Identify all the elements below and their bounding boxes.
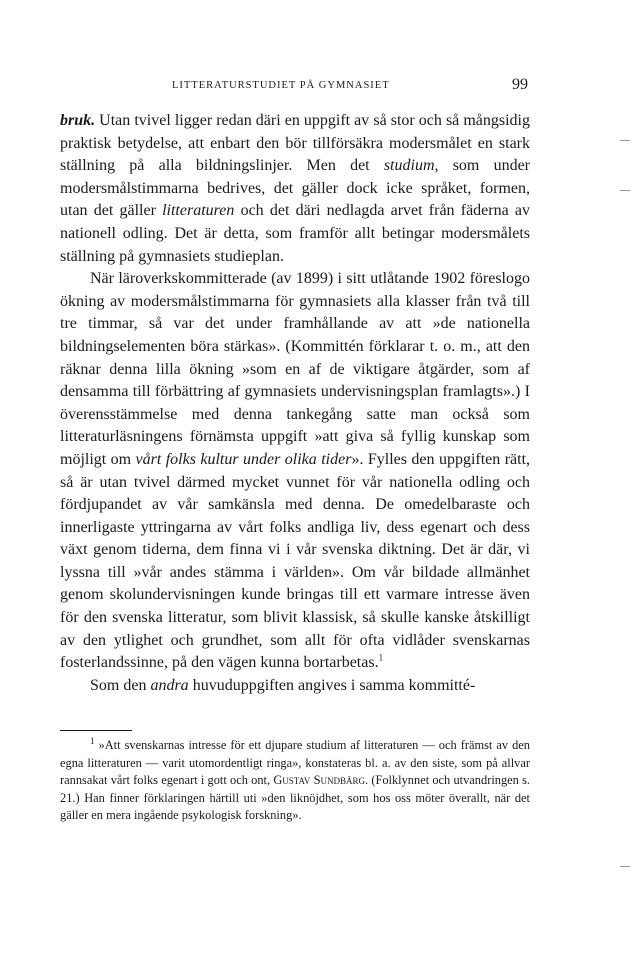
footnote-reference[interactable]: 1 bbox=[378, 652, 384, 663]
page-edge-mark bbox=[620, 866, 630, 867]
page-number: 99 bbox=[512, 76, 528, 93]
text-run: ». Fylles den uppgiften rätt, så är utan tvivel därmed mycket vunnet för vår nationella odling och fördjupandet av vår samkänsla med denna. De omedelbaraste och innerligaste yttringarna av vårt folks andliga liv, dess egenart och dess växt genom tiderna, dem finna vi i vår svenska diktning. Det är där, vi lyssna till »vår andes stämma i världen». Om vår bildade allmänhet genom skolundervisningen kunde bringas till ett varmare intresse även för den svenska litteratur, som blivit klassisk, så skulle kanske åtskilligt av den ytlighet och grundhet, som allt för ofta vidlåder svenskarnas fosterlandssinne, på den vägen kunna bortarbetas. bbox=[60, 450, 531, 672]
paragraph-1 bbox=[60, 110, 530, 268]
text-run: huvuduppgiften angives i samma kommitté- bbox=[188, 676, 476, 694]
footnote bbox=[60, 737, 530, 825]
page-edge-mark bbox=[620, 190, 630, 191]
text-run: Utan tvivel ligger redan däri en uppgift av så stor och så mångsidig praktisk betydelse, att enbart den bör tillförsäkra modersmålet en stark ställning på alla bildningslinjer. Men det bbox=[60, 112, 530, 175]
footnote-text bbox=[60, 737, 530, 825]
paragraph-2 bbox=[60, 268, 530, 675]
italic-phrase: vårt folks kultur under olika tider bbox=[135, 450, 352, 468]
footnote-rule bbox=[60, 730, 132, 731]
footnote-marker: 1 bbox=[90, 735, 95, 746]
text-run: , som under modersmålstimmarna bedrives, det gäller dock icke språket, formen, utan det gäller bbox=[60, 157, 530, 220]
italic-word: studium bbox=[383, 157, 435, 175]
page-edge-mark bbox=[620, 140, 630, 141]
text-run: . (Folklynnet och utvandringen s. 21.) Han finner förklaringen härtill uti »den liknöjdhet, som hos oss möter överallt, när det gäller en mera ingående psykologisk forskning». bbox=[60, 773, 530, 822]
text-run: Som den bbox=[90, 676, 151, 694]
author-name: Gustav Sundbärg bbox=[273, 773, 365, 787]
text-run: och det däri nedlagda arvet från fäderna av nationell odling. Det är detta, som framför allt betingar modersmålets ställning på gymnasiets studieplan. bbox=[60, 202, 530, 265]
italic-word: andra bbox=[150, 676, 189, 694]
text-run: När läroverkskommitterade (av 1899) i sitt utlåtande 1902 föreslogo ökning av modersmålstimmarna för gymnasiets alla klasser från två till tre timmar, så var det under framhållande av att »de nationella bildningselementen böra stärkas». (Kommittén förklarar t. o. m., att den räknar denna lilla ökning »som en af de viktigare åtgärder, som af densamma till förbättring af gymnasiets undervisningsplan framlagts».) I överensstämmelse med denna tankegång satte man också som litteraturläsningens förnämsta uppgift »att giva så fyllig kunskap som möjligt om bbox=[60, 270, 530, 468]
body-text bbox=[60, 110, 530, 697]
running-header bbox=[60, 76, 530, 96]
text-run: »Att svenskarnas intresse för ett djupare studium af litteraturen — och främst av den egna litteraturen — varit utomordentligt ringa», konstateras bl. a. av den siste, som på allvar rannsakat vårt folks egenart i gott och ont, bbox=[60, 738, 530, 787]
italic-word: bruk. bbox=[60, 112, 96, 129]
paragraph-3 bbox=[60, 675, 530, 698]
italic-word: litteraturen bbox=[162, 202, 235, 220]
running-title: LITTERATURSTUDIET PÅ GYMNASIET bbox=[172, 80, 390, 91]
